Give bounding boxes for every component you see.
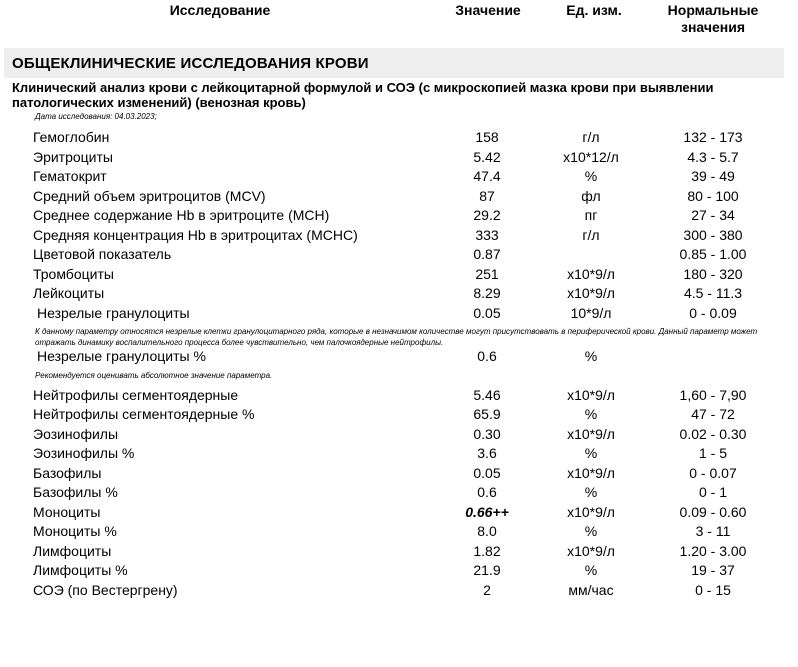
row-norm: 0 - 0.07 [689,465,737,481]
row-unit: фл [581,188,601,204]
table-row [0,187,798,206]
column-header-norm [658,2,768,36]
section-title: ОБЩЕКЛИНИЧЕСКИЕ ИССЛЕДОВАНИЯ КРОВИ [12,55,369,72]
column-header-study: Исследование [169,2,271,18]
row-norm: 80 - 100 [687,188,739,204]
row-unit: % [584,484,598,500]
row-name: Лейкоциты [33,285,105,301]
row-value: 8.0 [477,523,497,539]
row-norm: 0 - 1 [698,484,727,500]
column-header-value: Значение [455,2,521,18]
row-value: 333 [475,227,499,243]
row-unit: x10*9/л [567,426,615,442]
row-unit: % [584,445,598,461]
row-norm: 1 - 5 [698,445,727,461]
row-value: 8.29 [473,285,501,301]
row-norm: 1.20 - 3.00 [679,543,747,559]
table-row [0,386,798,405]
row-value: 47.4 [473,168,501,184]
row-name: Моноциты % [33,523,117,539]
row-unit: x10*9/л [567,266,615,282]
table-row [0,444,798,463]
row-name: Моноциты [33,504,101,520]
column-header-unit: Ед. изм. [566,2,622,18]
row-unit: мм/час [568,582,614,598]
row-name: Цветовой показатель [33,246,172,262]
column-header-norm-line2: значения [681,19,745,35]
row-value: 29.2 [473,207,501,223]
table-row [0,425,798,444]
table-row [0,483,798,502]
row-norm: 3 - 11 [695,523,731,539]
row-name: Эозинофилы [33,426,119,442]
row-value: 0.6 [477,484,497,500]
row-norm: 0.02 - 0.30 [679,426,747,442]
row-name: Незрелые гранулоциты % [37,348,206,364]
row-name: Среднее содержание Hb в эритроците (MCH) [33,207,330,223]
row-name: СОЭ (по Вестергрену) [33,582,178,598]
row-name: Гемоглобин [33,129,110,145]
table-row [0,265,798,284]
section-banner [4,48,784,78]
row-norm: 47 - 72 [691,406,735,422]
row-unit: % [584,562,598,578]
row-norm: 180 - 320 [683,266,743,282]
table-row [0,581,798,600]
row-unit: пг [584,207,598,223]
row-norm: 4.5 - 11.3 [683,285,743,301]
row-value: 0.05 [473,465,501,481]
table-row [0,245,798,264]
row-unit: г/л [582,227,600,243]
note-immature-granulocytes: К данному параметру относятся незрелые клетки гранулоцитарного ряда, которые в незначимом количестве могут присутствовать в периферической крови. Данный параметр может отражать динамику воспалительного процесса более чувствительно, чем палочкоядерные нейтрофилы. [35,327,758,347]
row-unit: x10*9/л [567,543,615,559]
row-name: Эозинофилы % [33,445,135,461]
note-absolute-value: Рекомендуется оценивать абсолютное значение параметра. [35,371,273,380]
row-name: Гематокрит [33,168,107,184]
row-value: 3.6 [477,445,497,461]
table-row [0,206,798,225]
row-value: 0.87 [473,246,501,262]
study-date: Дата исследования: 04.03.2023; [35,112,157,121]
table-row [0,304,798,323]
row-value: 251 [475,266,499,282]
row-value: 5.46 [473,387,501,403]
test-subtitle: Клинический анализ крови с лейкоцитарной формулой и СОЭ (с микроскопией мазка крови при выявлении патологических изменений) (венозная кровь) [12,80,714,110]
row-norm: 39 - 49 [691,168,735,184]
row-unit: x10*9/л [567,504,615,520]
row-unit: x10*9/л [567,387,615,403]
row-value: 0.30 [473,426,501,442]
row-norm: 0 - 0.09 [689,305,737,321]
table-row [0,284,798,303]
row-norm: 19 - 37 [691,562,735,578]
row-unit: 10*9/л [570,305,612,321]
row-unit: % [584,523,598,539]
row-name: Базофилы % [33,484,118,500]
table-row [0,148,798,167]
row-unit: x10*9/л [567,465,615,481]
row-norm: 300 - 380 [683,227,743,243]
row-name: Тромбоциты [33,266,114,282]
row-value: 65.9 [473,406,501,422]
row-name: Нейтрофилы сегментоядерные % [33,406,255,422]
row-name: Средний объем эритроцитов (MCV) [33,188,266,204]
table-row [0,542,798,561]
row-unit: x10*12/л [563,149,619,165]
column-header-norm-line1: Нормальные [667,2,759,18]
table-row [0,405,798,424]
row-value: 0.6 [477,348,497,364]
table-row [0,464,798,483]
row-norm: 0.85 - 1.00 [679,246,747,262]
row-norm: 132 - 173 [683,129,743,145]
row-value: 21.9 [473,562,501,578]
row-value: 2 [483,582,491,598]
row-value: 5.42 [473,149,501,165]
row-value-flagged: 0.66++ [465,504,509,520]
row-value: 158 [475,129,499,145]
row-value: 0.05 [473,305,501,321]
table-row [0,226,798,245]
row-value: 1.82 [473,543,501,559]
row-name: Эритроциты [33,149,113,165]
table-row [0,167,798,186]
table-row [0,347,798,366]
row-norm: 0.09 - 0.60 [679,504,747,520]
row-norm: 0 - 15 [695,582,731,598]
row-name: Нейтрофилы сегментоядерные [33,387,239,403]
row-unit: % [584,168,598,184]
row-name: Лимфоциты % [33,562,128,578]
row-value: 87 [479,188,495,204]
row-norm: 27 - 34 [691,207,735,223]
row-unit: % [584,406,598,422]
table-row [0,561,798,580]
row-name: Средняя концентрация Hb в эритроцитах (MCHC) [33,227,358,243]
table-row [0,128,798,147]
row-name: Лимфоциты [33,543,112,559]
table-row [0,522,798,541]
row-name: Незрелые гранулоциты [37,305,190,321]
row-unit: г/л [582,129,600,145]
row-unit: x10*9/л [567,285,615,301]
row-norm: 4.3 - 5.7 [687,149,739,165]
row-norm: 1,60 - 7,90 [679,387,747,403]
row-name: Базофилы [33,465,102,481]
table-row [0,503,798,522]
row-unit: % [584,348,598,364]
